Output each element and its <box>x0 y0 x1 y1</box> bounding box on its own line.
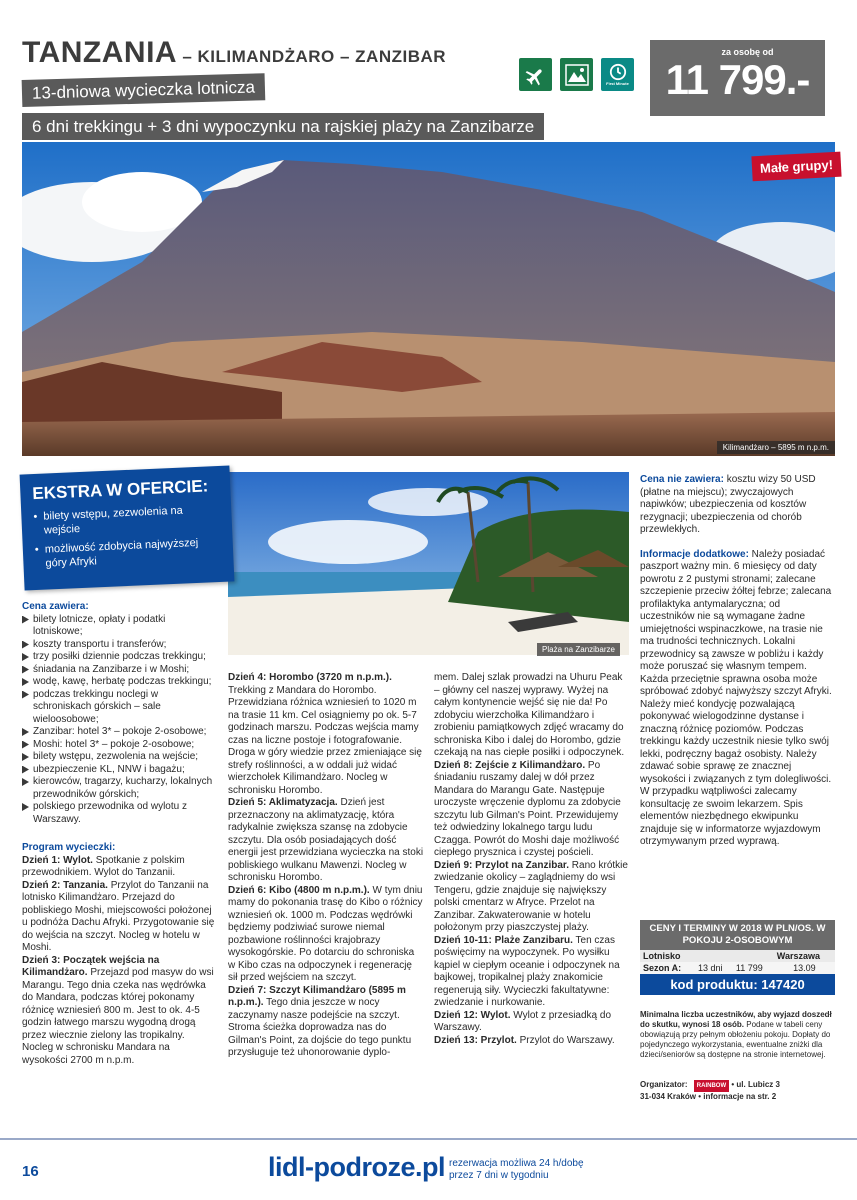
column-4 <box>640 474 835 849</box>
page-number: 16 <box>22 1163 39 1180</box>
program-day: mem. Dalej szlak prowadzi na Uhuru Peak – główny cel naszej wyprawy. Wyżej na całym kontynencie wejść się nie da! Po zdobyciu wierzchołka Kilimandżaro i zrobieniu pamiątkowych zdjęć wracamy do schroniska Kibo i dalej do Horombo, gdzie czekają na nas ciepłe posiłki i odpoczynek. <box>434 672 625 758</box>
extras-item: • możliwość zdobycia najwyższej góry Afryki <box>35 535 222 571</box>
program-day: Dzień 6: Kibo (4800 m n.p.m.). W tym dniu mamy do pokonania trasę do Kibo o różnicy wzniesień ok. 1000 m. Podczas wędrówki będziemy podziwiać surowe niemal pozbawione roślinności krajobrazy wysokogórskie. Po dotarciu do schroniska w Kibo czas na odpoczynek i regenerację sił przed wejściem na szczyt. <box>228 884 423 983</box>
product-code: kod produktu: 147420 <box>640 974 835 995</box>
page-title <box>22 36 446 70</box>
program-day: Dzień 1: Wylot. Spotkanie z polskim przewodnikiem. Wylot do Tanzanii. <box>22 854 185 878</box>
rainbow-logo: RAINBOW <box>694 1080 729 1092</box>
plane-icon <box>519 58 552 91</box>
list-item: wodę, kawę, herbatę podczas trekkingu; <box>22 676 217 689</box>
trip-summary-ribbon: 6 dni trekkingu + 3 dni wypoczynku na rajskiej plaży na Zanzibarze <box>22 113 544 140</box>
kilimanjaro-photo <box>22 142 835 456</box>
program-day: Dzień 3: Początek wejścia na Kilimandżaro. Przejazd pod masyw do wsi Marangu. Tego dnia czeka nas wędrówka do Mandara, podczas której pokonamy różnicę wzniesień 800 m. Jest to ok. 4-5 godzin łatwego marszu wygodną drogą przez wiecznie zielony las tropikalny. Nocleg w schronisku Mandara na wysokości 2700 m n.p.m. <box>22 954 214 1066</box>
destinations-subtitle: – KILIMANDŻARO – ZANZIBAR <box>177 47 447 66</box>
program-day: Dzień 4: Horombo (3720 m n.p.m.). Trekking z Mandara do Horombo. Przewidziana różnica wzniesień to 1020 m na trasie 11 km. Cel osiągniemy po ok. 5-7 godzinach marszu. Podczas wejścia mamy czas na liczne postoje i fotografowanie. Droga w góry wiedzie przez zmieniające się strefy roślinności, a w oddali już widać wierzchołek Kilimandżaro. Nocleg w schronisku Horombo. <box>228 672 422 796</box>
beach-caption: Plaża na Zanzibarze <box>537 643 620 656</box>
table-header-city: Warszawa <box>774 950 835 962</box>
program-day: Dzień 9: Przylot na Zanzibar. Rano krótkie zwiedzanie okolicy – zaglądniemy do wsi Tengeru, gdzie znajduje się największy polski cmentarz w Afryce. Przelot na Zanzibar. Zakwaterowanie w hotelu położonym przy piaszczystej plaży. <box>434 859 628 933</box>
duration-ribbon: 13-dniowa wycieczka lotnicza <box>22 73 266 107</box>
organizer-info: Organizator: RAINBOW • ul. Lubicz 3 31-034 Kraków • informacje na str. 2 <box>640 1080 780 1101</box>
feature-icons <box>519 58 634 91</box>
list-item: podczas trekkingu noclegi w schroniskach górskich – sale wieloosobowe; <box>22 689 217 727</box>
program-day: Dzień 2: Tanzania. Przylot do Tanzanii na lotnisko Kilimandżaro. Przejazd do pobliskiego Moshi, miejscowości położonej u podnóża Dachu Afryki. Przygotowanie się do wejścia na szczyt. Nocleg w hotelu w Moshi. <box>22 879 215 953</box>
first-minute-label: First Minute <box>606 81 629 86</box>
program-day: Dzień 10-11: Plaże Zanzibaru. Ten czas poświęcimy na wypoczynek. Po wysiłku kąpiel w ciepłym oceanie i odpoczynek na bajkowej, tropikalnej plaży znakomicie regenerują siły. Wycieczki fakultatywne: zwiedzanie i nurkowanie. <box>434 934 620 1008</box>
hero-caption: Kilimandżaro – 5895 m n.p.m. <box>717 441 835 454</box>
list-item: bilety wstępu, zezwolenia na wejście; <box>22 751 217 764</box>
extras-item: • bilety wstępu, zezwolenia na wejście <box>33 502 220 538</box>
includes-title: Cena zawiera: <box>22 601 89 612</box>
country-title: TANZANIA <box>22 36 178 69</box>
list-item: koszty transportu i transferów; <box>22 639 217 652</box>
list-item: śniadania na Zanzibarze i w Moshi; <box>22 664 217 677</box>
website-link[interactable]: lidl-podroze.pl <box>268 1152 445 1182</box>
list-item: polskiego przewodnika od wylotu z Warszawy. <box>22 801 217 826</box>
program-day: Dzień 12: Wylot. Wylot z przesiadką do Warszawy. <box>434 1009 612 1033</box>
small-groups-badge: Małe grupy! <box>751 152 841 182</box>
reservation-info: rezerwacja możliwa 24 h/dobę przez 7 dni w tygodniu <box>449 1158 584 1181</box>
zanzibar-beach-photo <box>228 472 629 655</box>
mountain-icon <box>560 58 593 91</box>
column-1 <box>22 601 217 1067</box>
program-day: Dzień 7: Szczyt Kilimandżaro (5895 m n.p.m.). Tego dnia jeszcze w nocy zaczynamy nasze podejście na szczyt. Stroma ścieżka doprowadza nas do Gilman's Point, za dojście do tego punktu przysługuje też uhonorowanie dyplo- <box>228 984 412 1058</box>
table-row: Sezon A: 13 dni 11 799 13.09 <box>640 962 835 974</box>
price-table-title: CENY I TERMINY W 2018 W PLN/OS. W POKOJU 2-OSOBOWYM <box>640 920 835 950</box>
table-header-airport: Lotnisko <box>640 950 774 962</box>
program-day: Dzień 5: Aklimatyzacja. Dzień jest przeznaczony na aklimatyzację, która radykalnie zwiększa szansę na zdobycie szczytu. Dla osób posiadających dość energii jest przewidziana wycieczka na stoki pobliskiego wulkanu Mawenzi. Nocleg w schronisku Horombo. <box>228 797 424 883</box>
program-day: Dzień 13: Przylot. Przylot do Warszawy. <box>434 1034 615 1046</box>
extras-box <box>20 465 235 590</box>
program-title: Program wycieczki: <box>22 842 116 853</box>
price-box <box>650 40 825 116</box>
price-table <box>640 920 835 995</box>
list-item: ubezpieczenie KL, NNW i bagażu; <box>22 764 217 777</box>
additional-info-paragraph: Informacje dodatkowe: Należy posiadać paszport ważny min. 6 miesięcy od daty powrotu z 2 pustymi stronami; zalecane szczepienie przeciw żółtej febrze; zalecana profilaktyka antymalaryczna; od uczestników nie są wymagane żadne umiejętności wspinaczkowe, na trasie nie ma trudności technicznych. Lokalni przewodnicy są zawsze w pobliżu i każdy może poruszać się własnym tempem. Każda przeciętnie sprawna osoba może spróbować zdobyć najwyższy szczyt Afryki. Należy mieć kondycję pozwalającą pokonywać wielogodzinne dystanse i znaczną różnicę poziomów. Podczas trekkingu każdy uczestnik niesie tylko swój lekki, podręczny bagaż osobisty. Należy zdawać sobie sprawę ze znacznej wysokości i związanych z tym dolegliwości. W przypadku wątpliwości zalecamy konsultację ze swoim lekarzem. Spis elementów niezbędnego ekwipunku znajduje się w informatorze wyjazdowym otrzymywanym przed wyprawą. <box>640 548 832 847</box>
first-minute-icon <box>601 58 634 91</box>
price-value: 11 799.- <box>665 56 810 103</box>
list-item: kierowców, tragarzy, kucharzy, lokalnych przewodników górskich; <box>22 776 217 801</box>
program-day: Dzień 8: Zejście z Kilimandżaro. Po śniadaniu ruszamy dalej w dół przez Mandara do Marangu Gate. Następuje uroczyste wręczenie dyplomu za zdobycie szczytu lub Gilman's Point. Przewidujemy też odwiedziny lokalnego targu ludu Czagga. Powrót do Moshi daje możliwość ciepłego prysznica i czystej pościeli. <box>434 759 621 858</box>
price-per-person-label: za osobę od <box>721 47 774 57</box>
column-2 <box>228 672 424 1060</box>
list-item: Zanzibar: hotel 3* – pokoje 2-osobowe; <box>22 726 217 739</box>
list-item: Moshi: hotel 3* – pokoje 2-osobowe; <box>22 739 217 752</box>
excludes-paragraph: Cena nie zawiera: kosztu wizy 50 USD (płatne na miejscu); zwyczajowych napiwków; ubezpieczenia od kosztów rezygnacji; ubezpieczenia od chorób przewlekłych. <box>640 474 816 535</box>
list-item: bilety lotnicze, opłaty i podatki lotniskowe; <box>22 614 217 639</box>
participants-note: Minimalna liczba uczestników, aby wyjazd doszedł do skutku, wynosi 18 osób. Podane w tabeli ceny obowiązują przy pełnym obłożeniu pokoju. Dopłaty do pojedynczego wykorzystania, ewentualne zniżki dla dzieci/seniorów są dostępne na stronie internetowej. <box>640 1010 832 1059</box>
includes-list <box>22 614 217 827</box>
extras-title: EKSTRA W OFERCIE: <box>31 476 209 504</box>
list-item: trzy posiłki dziennie podczas trekkingu; <box>22 651 217 664</box>
footer-divider <box>0 1138 857 1140</box>
column-3 <box>434 672 630 1047</box>
